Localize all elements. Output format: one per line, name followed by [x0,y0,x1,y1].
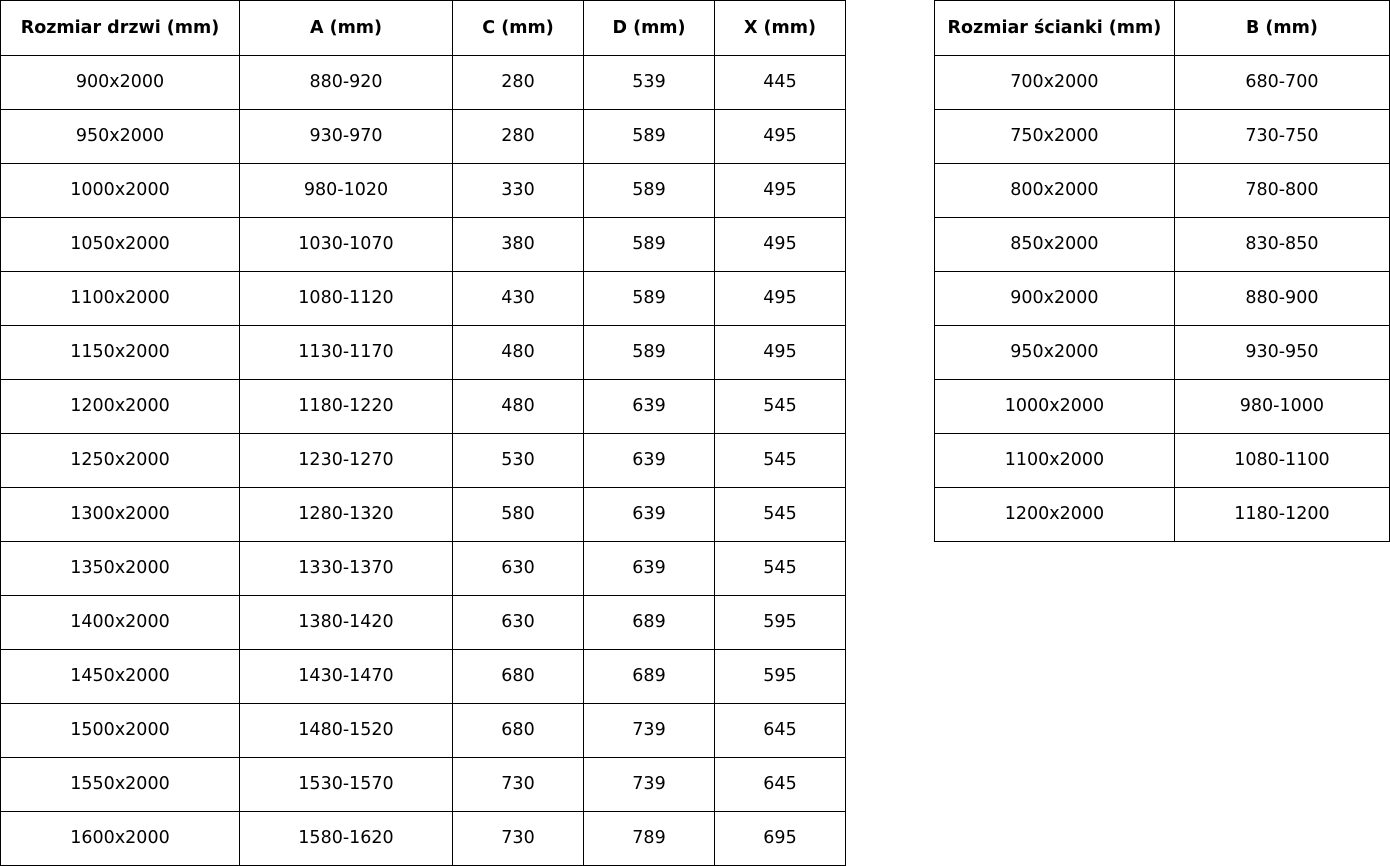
cell-wall-size: 1100x2000 [935,434,1175,488]
table-row [1,56,846,110]
column-header-d: D (mm) [584,1,715,56]
cell-a: 1380-1420 [240,596,453,650]
door-table-body [1,56,846,866]
cell-a: 1180-1220 [240,380,453,434]
cell-wall-size: 750x2000 [935,110,1175,164]
table-row [935,56,1390,110]
cell-c: 430 [453,272,584,326]
column-header-wall-size: Rozmiar ścianki (mm) [935,1,1175,56]
cell-x: 645 [715,758,846,812]
table-row [1,596,846,650]
cell-d: 689 [584,650,715,704]
cell-b: 680-700 [1174,56,1389,110]
cell-x: 595 [715,650,846,704]
door-table-header [1,1,846,56]
cell-a: 1330-1370 [240,542,453,596]
cell-d: 739 [584,704,715,758]
cell-a: 1230-1270 [240,434,453,488]
cell-door-size: 1300x2000 [1,488,240,542]
table-row [935,164,1390,218]
cell-b: 930-950 [1174,326,1389,380]
cell-d: 589 [584,272,715,326]
column-header-door-size: Rozmiar drzwi (mm) [1,1,240,56]
cell-a: 1580-1620 [240,812,453,866]
cell-a: 980-1020 [240,164,453,218]
cell-door-size: 1600x2000 [1,812,240,866]
cell-c: 280 [453,56,584,110]
cell-a: 1430-1470 [240,650,453,704]
cell-x: 645 [715,704,846,758]
column-header-a: A (mm) [240,1,453,56]
cell-d: 639 [584,380,715,434]
cell-d: 589 [584,326,715,380]
table-row [1,434,846,488]
cell-x: 495 [715,272,846,326]
table-header-row [1,1,846,56]
cell-door-size: 1500x2000 [1,704,240,758]
table-row [935,110,1390,164]
cell-d: 589 [584,218,715,272]
table-row [1,812,846,866]
cell-door-size: 1000x2000 [1,164,240,218]
cell-wall-size: 950x2000 [935,326,1175,380]
cell-x: 545 [715,542,846,596]
column-header-x: X (mm) [715,1,846,56]
column-header-c: C (mm) [453,1,584,56]
cell-c: 330 [453,164,584,218]
cell-b: 880-900 [1174,272,1389,326]
cell-wall-size: 1200x2000 [935,488,1175,542]
cell-d: 689 [584,596,715,650]
cell-x: 595 [715,596,846,650]
cell-d: 539 [584,56,715,110]
cell-door-size: 950x2000 [1,110,240,164]
cell-door-size: 1550x2000 [1,758,240,812]
table-row [935,218,1390,272]
cell-wall-size: 850x2000 [935,218,1175,272]
cell-a: 1280-1320 [240,488,453,542]
cell-c: 480 [453,380,584,434]
cell-c: 280 [453,110,584,164]
table-row [935,272,1390,326]
cell-b: 980-1000 [1174,380,1389,434]
table-row [1,704,846,758]
cell-c: 730 [453,812,584,866]
cell-b: 830-850 [1174,218,1389,272]
cell-a: 1480-1520 [240,704,453,758]
cell-door-size: 1050x2000 [1,218,240,272]
cell-c: 580 [453,488,584,542]
wall-sizes-table-container [934,0,1390,542]
cell-x: 545 [715,434,846,488]
table-row [935,434,1390,488]
cell-b: 1180-1200 [1174,488,1389,542]
cell-a: 1080-1120 [240,272,453,326]
wall-table-body [935,56,1390,542]
cell-a: 880-920 [240,56,453,110]
cell-c: 730 [453,758,584,812]
table-row [1,542,846,596]
cell-x: 495 [715,326,846,380]
cell-door-size: 1450x2000 [1,650,240,704]
cell-x: 445 [715,56,846,110]
cell-b: 730-750 [1174,110,1389,164]
cell-x: 495 [715,110,846,164]
cell-x: 695 [715,812,846,866]
table-row [1,218,846,272]
cell-wall-size: 1000x2000 [935,380,1175,434]
cell-c: 630 [453,596,584,650]
cell-a: 930-970 [240,110,453,164]
table-row [1,164,846,218]
cell-door-size: 1350x2000 [1,542,240,596]
table-row [935,380,1390,434]
cell-door-size: 1200x2000 [1,380,240,434]
cell-c: 680 [453,650,584,704]
table-row [935,488,1390,542]
cell-x: 545 [715,380,846,434]
cell-x: 545 [715,488,846,542]
cell-a: 1130-1170 [240,326,453,380]
cell-b: 780-800 [1174,164,1389,218]
cell-b: 1080-1100 [1174,434,1389,488]
cell-wall-size: 800x2000 [935,164,1175,218]
cell-x: 495 [715,164,846,218]
wall-sizes-table [934,0,1390,542]
cell-door-size: 900x2000 [1,56,240,110]
cell-c: 380 [453,218,584,272]
cell-d: 589 [584,164,715,218]
cell-wall-size: 900x2000 [935,272,1175,326]
cell-wall-size: 700x2000 [935,56,1175,110]
cell-door-size: 1100x2000 [1,272,240,326]
cell-d: 739 [584,758,715,812]
table-row [1,380,846,434]
cell-a: 1530-1570 [240,758,453,812]
cell-x: 495 [715,218,846,272]
column-header-b: B (mm) [1174,1,1389,56]
table-row [1,758,846,812]
cell-door-size: 1150x2000 [1,326,240,380]
cell-c: 680 [453,704,584,758]
table-row [1,650,846,704]
cell-d: 639 [584,542,715,596]
cell-c: 530 [453,434,584,488]
cell-c: 630 [453,542,584,596]
cell-door-size: 1400x2000 [1,596,240,650]
table-row [1,110,846,164]
cell-door-size: 1250x2000 [1,434,240,488]
cell-a: 1030-1070 [240,218,453,272]
cell-d: 639 [584,434,715,488]
cell-d: 639 [584,488,715,542]
cell-d: 789 [584,812,715,866]
table-header-row [935,1,1390,56]
table-row [1,326,846,380]
table-row [1,488,846,542]
wall-table-header [935,1,1390,56]
cell-d: 589 [584,110,715,164]
cell-c: 480 [453,326,584,380]
table-row [935,326,1390,380]
table-row [1,272,846,326]
